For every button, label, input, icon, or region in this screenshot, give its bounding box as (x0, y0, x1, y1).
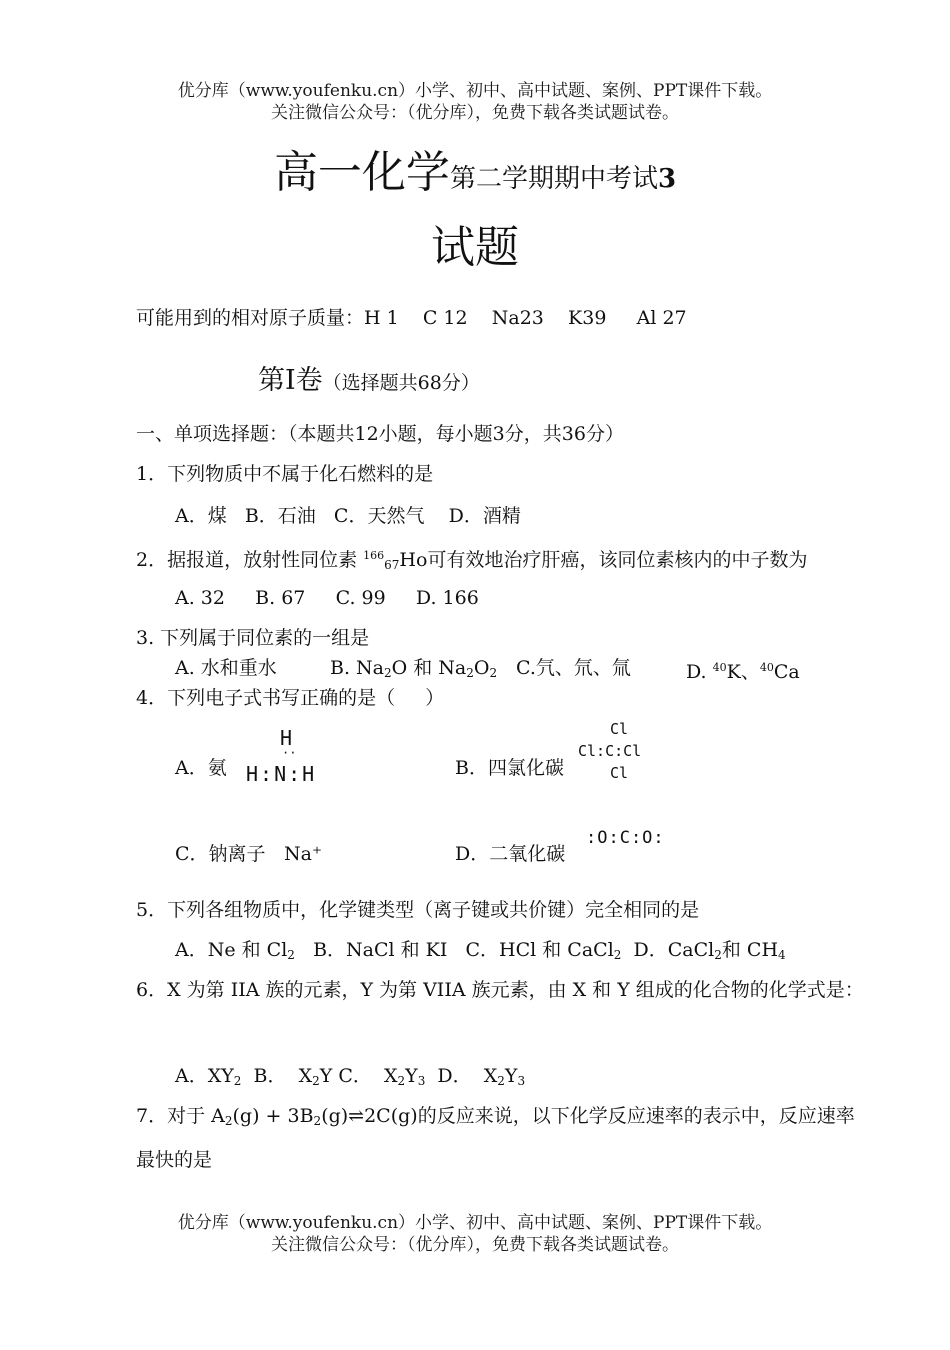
q6-option-b: B． X (253, 1065, 313, 1087)
question-6-options (175, 1064, 525, 1093)
q3-d-pre: D. (686, 661, 713, 683)
q3-option-d (686, 656, 800, 684)
document-subtitle: 试题 (431, 222, 519, 273)
q7-stem-mid-1: (g) + 3B (232, 1105, 314, 1127)
question-2-options: A. 32 B. 67 C. 99 D. 166 (175, 587, 479, 609)
q6-d-sub-1: 2 (497, 1074, 505, 1088)
co2-electron-formula: :O:C:O: (586, 828, 665, 848)
q7-stem-pre: 7．对于 A (136, 1105, 225, 1127)
q7-sub-b: 2 (313, 1114, 322, 1128)
q3-option-a: A. 水和重水 (175, 657, 277, 679)
question-1-options: A．煤 B．石油 C．天然气 D．酒精 (175, 505, 521, 527)
q5-option-a: A．Ne 和 Cl (175, 939, 288, 961)
q3-d-ca: Ca (773, 661, 800, 683)
title-main-big: 高一化学 (273, 147, 450, 198)
section-one-heading (258, 358, 480, 397)
q3-option-b (330, 656, 497, 685)
atomic-masses-line: 可能用到的相对原子质量：H 1 C 12 Na23 K39 Al 27 (136, 307, 687, 329)
q3-d-k: K、 (726, 661, 760, 683)
nh3-dots: ·· (282, 746, 297, 760)
question-4-stem: 4．下列电子式书写正确的是（ ） (136, 687, 445, 709)
question-1-stem: 1．下列物质中不属于化石燃料的是 (136, 463, 434, 485)
q5-option-c: C．HCl 和 CaCl (465, 939, 614, 961)
q4-option-a-label: A．氨 (175, 757, 227, 779)
q3-b-mid: O 和 Na (391, 657, 467, 679)
question-3-stem: 3. 下列属于同位素的一组是 (136, 627, 370, 649)
q2-element: Ho (399, 549, 428, 571)
section-heading-big: 第Ⅰ卷 (258, 365, 323, 396)
q5-c-sub: 2 (613, 948, 622, 962)
q6-c-y: Y (405, 1065, 418, 1087)
page-header-line-1: 优分库（www.youfenku.cn）小学、初中、高中试题、案例、PPT课件下载。 (177, 81, 773, 101)
page-footer-line-1: 优分库（www.youfenku.cn）小学、初中、高中试题、案例、PPT课件下载。 (177, 1213, 773, 1233)
ccl4-electron-formula (578, 720, 668, 790)
q3-b-sub-3: 2 (489, 666, 498, 680)
q5-option-d: D．CaCl (633, 939, 715, 961)
question-7-stem-line-2: 最快的是 (136, 1149, 213, 1171)
page-header-line-2: 关注微信公众号：（优分库），免费下载各类试题试卷。 (271, 103, 679, 123)
section-heading-small: （选择题共68分） (322, 372, 480, 394)
q3-b-end: O (473, 657, 490, 679)
page-footer-line-2: 关注微信公众号：（优分库），免费下载各类试题试卷。 (271, 1235, 679, 1255)
q3-option-c: C.氕、氘、氚 (516, 657, 631, 679)
q3-d-mass-1: 40 (712, 661, 727, 674)
sodium-ion-formula: Na⁺ (284, 843, 322, 865)
q3-d-mass-2: 40 (759, 661, 774, 674)
q6-option-a: A．XY (175, 1065, 234, 1087)
ccl4-bottom-cl: Cl (610, 764, 629, 782)
document-title (0, 136, 950, 200)
q5-d-mid: 和 CH (721, 939, 779, 961)
q7-stem-mid-2: (g)⇌2C(g)的反应来说，以下化学反应速率的表示中，反应速率 (321, 1105, 855, 1127)
q2-mass-number: 166 (363, 549, 385, 562)
question-6-stem: 6．X 为第 IIA 族的元素，Y 为第 VIIA 族元素，由 X 和 Y 组成的化合物的化学式是： (136, 979, 864, 1001)
ccl4-top-cl: Cl (610, 720, 629, 738)
q7-sub-a: 2 (224, 1114, 233, 1128)
ccl4-row: Cl:C:Cl (578, 742, 642, 760)
q4-option-c-label: C．钠离子 (175, 843, 266, 865)
q6-option-d: D． X (437, 1065, 498, 1087)
title-main-small: 第二学期期中考试 (449, 164, 658, 194)
title-number: 3 (657, 164, 677, 194)
q6-a-sub: 2 (233, 1074, 242, 1088)
q5-d-sub-1: 2 (714, 948, 722, 962)
part-one-title: 一、单项选择题：（本题共12小题，每小题3分，共36分） (136, 423, 624, 445)
question-2-stem (136, 544, 807, 577)
q5-option-b: B．NaCl 和 KI (313, 939, 448, 961)
nh3-row: H:N:H (246, 762, 317, 786)
q6-c-sub-1: 2 (397, 1074, 406, 1088)
question-7-stem (136, 1104, 855, 1133)
q6-d-sub-2: 3 (517, 1074, 526, 1088)
q2-atomic-number: 67 (384, 558, 400, 572)
q2-stem-after: 可有效地治疗肝癌，该同位素核内的中子数为 (427, 549, 808, 571)
question-5-options (175, 938, 786, 967)
q6-b-sub: 2 (312, 1074, 320, 1088)
q4-option-b-label: B．四氯化碳 (455, 757, 564, 779)
nh3-top-h: H (280, 726, 293, 750)
question-5-stem: 5．下列各组物质中，化学键类型（离子键或共价键）完全相同的是 (136, 899, 700, 921)
q6-c-sub-2: 3 (417, 1074, 426, 1088)
q4-option-d-label: D．二氧化碳 (455, 843, 566, 865)
q2-stem-before: 2．据报道，放射性同位素 (136, 549, 364, 571)
q3-b-pre: B. Na (330, 657, 384, 679)
q6-d-y: Y (504, 1065, 518, 1087)
q5-d-sub-2: 4 (778, 948, 786, 962)
q6-option-c: C． X (338, 1065, 398, 1087)
q6-b-end: Y (319, 1065, 333, 1087)
q3-b-sub-1: 2 (384, 666, 392, 680)
ammonia-electron-formula (246, 726, 336, 786)
q5-a-sub: 2 (287, 948, 295, 962)
q3-b-sub-2: 2 (466, 666, 474, 680)
